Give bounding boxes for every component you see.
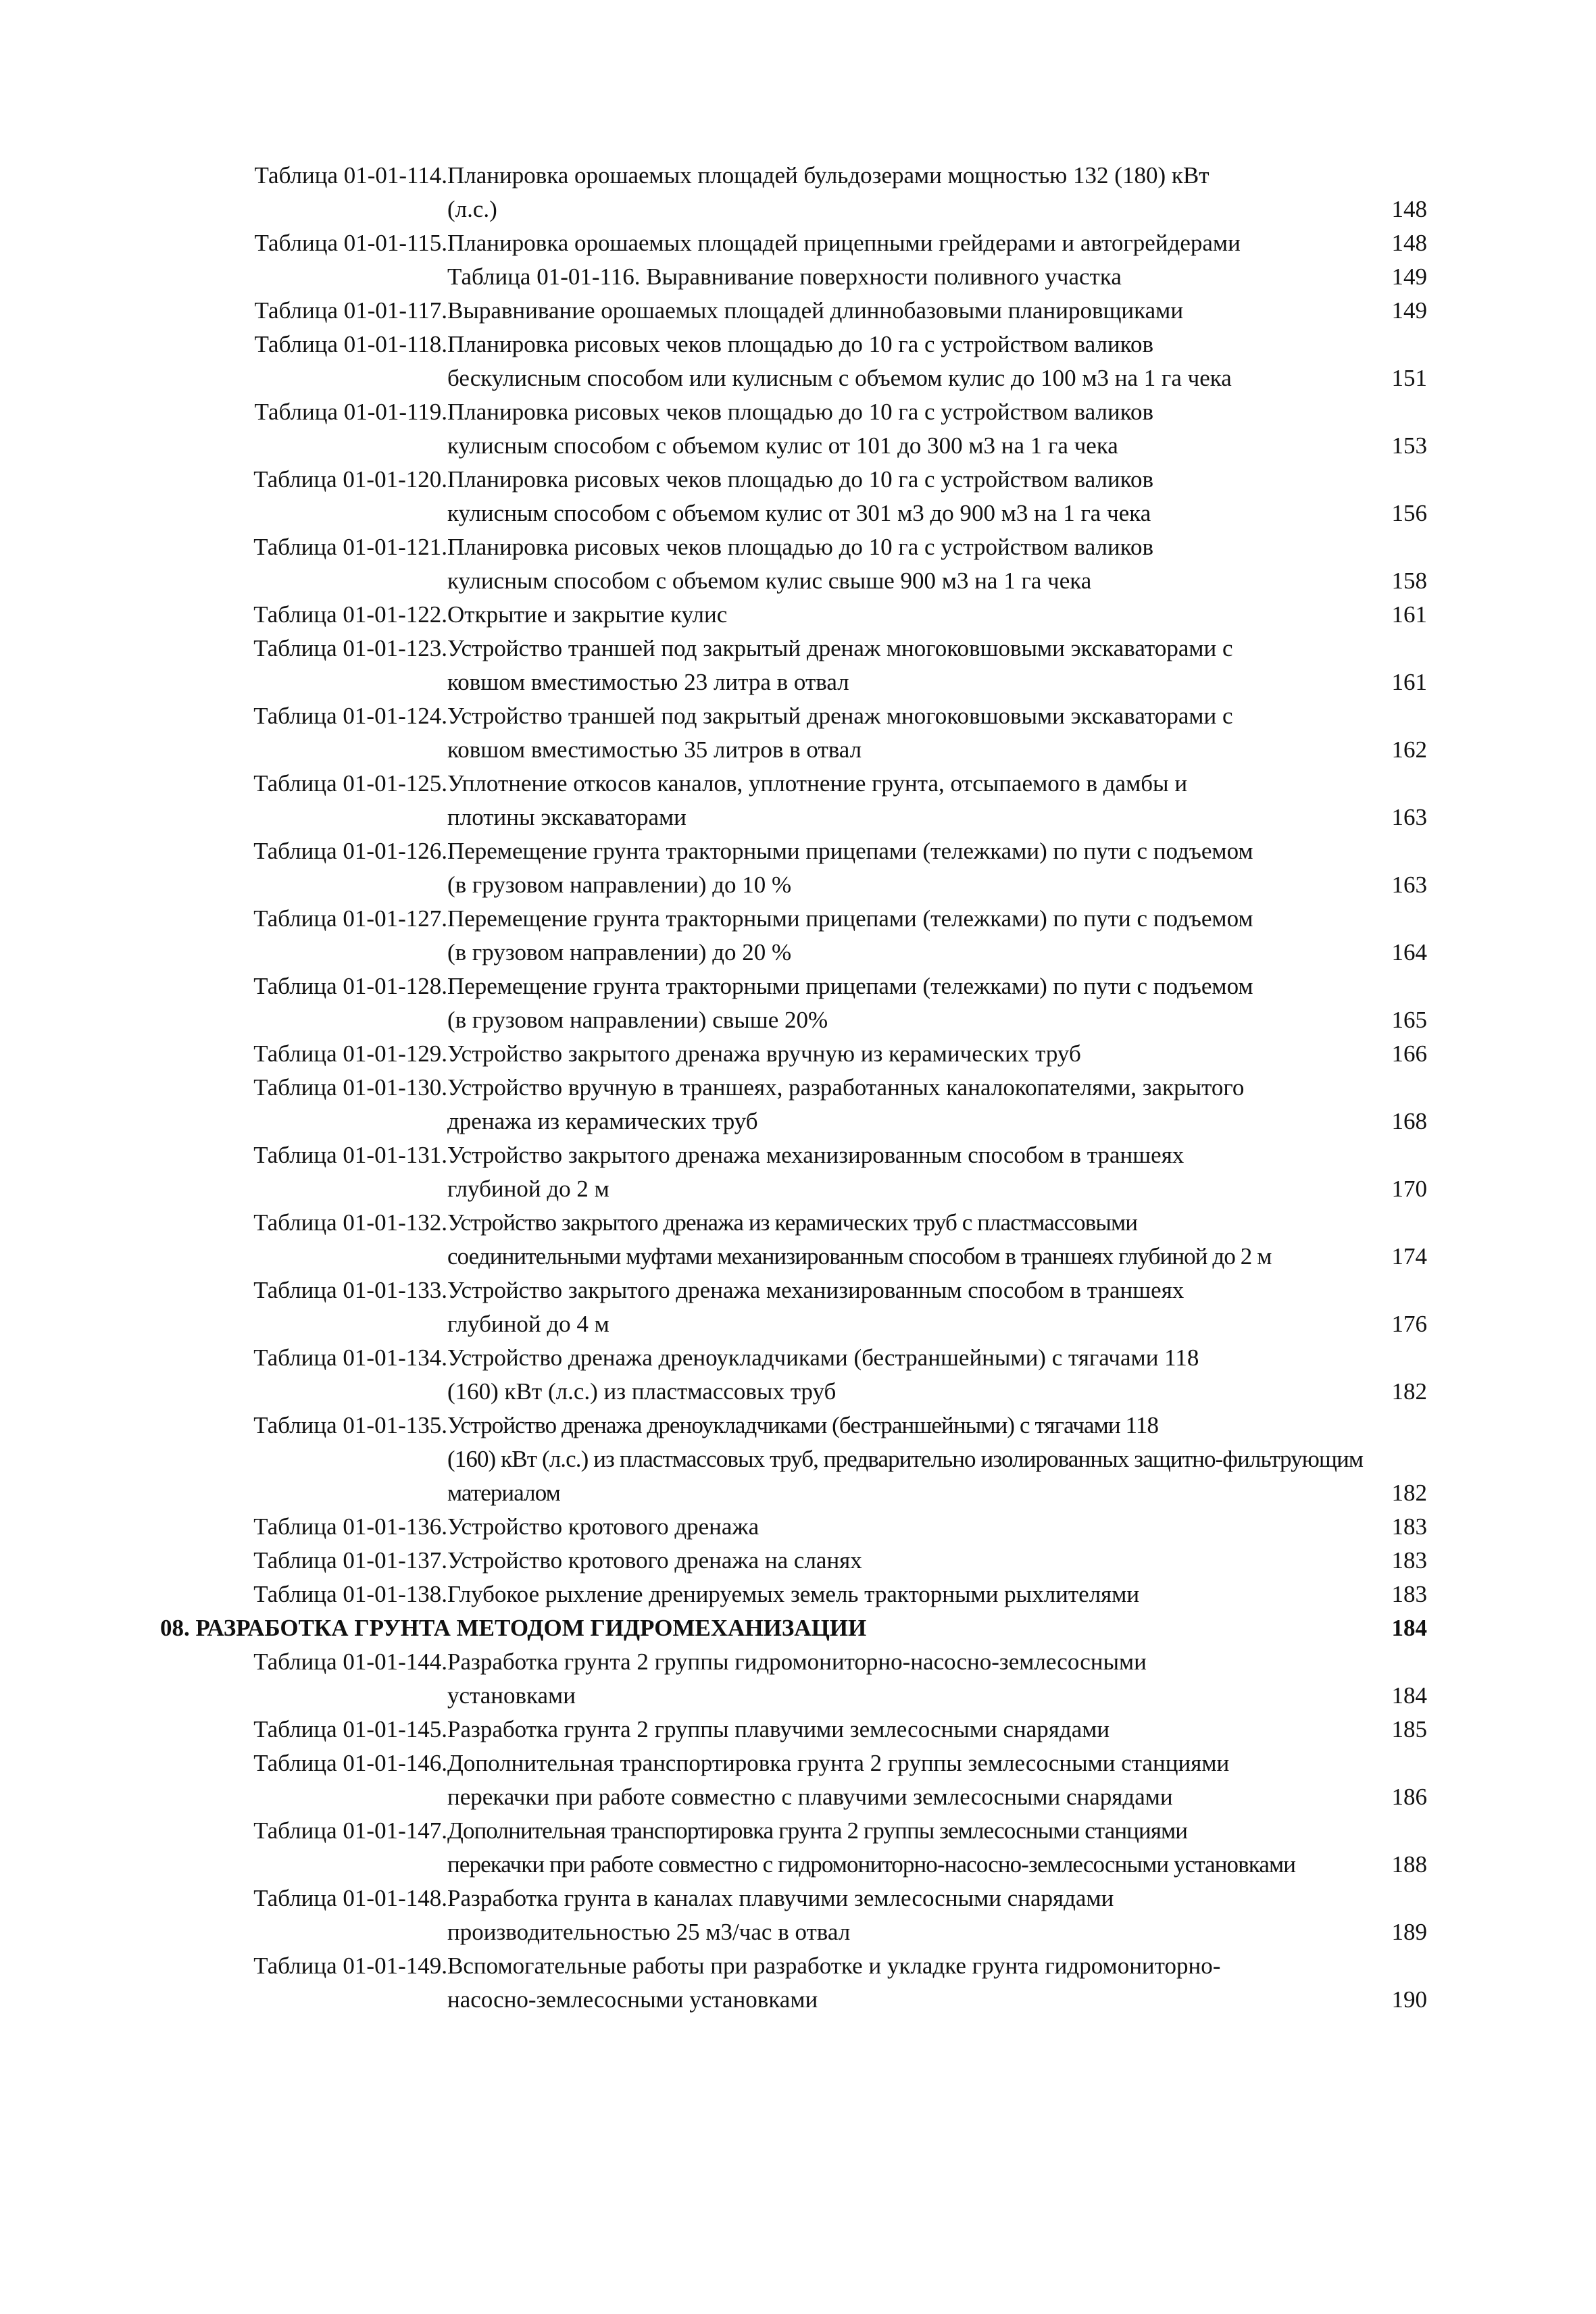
table-of-contents [0, 159, 1596, 2017]
toc-entry-title: Планировка рисовых чеков площадью до 10 га с устройством валиков бескулисным способом или кулисным с объемом кулис до 100 м3 на 1 га чека [447, 331, 1232, 391]
toc-entry-label: Таблица 01-01-148. [253, 1885, 447, 1911]
toc-entry[interactable] [0, 1341, 1596, 1409]
toc-entry[interactable] [0, 1510, 1596, 1544]
toc-entry-page: 168 [1391, 1108, 1427, 1134]
section-page: 184 [1391, 1615, 1427, 1641]
toc-entry-page: 148 [1391, 196, 1427, 222]
toc-entry-label: Таблица 01-01-145. [253, 1716, 447, 1742]
toc-entry-title: Устройство траншей под закрытый дренаж многоковшовыми экскаваторами с ковшом вместимостью 35 литров в отвал [447, 703, 1233, 763]
toc-entry[interactable] [0, 294, 1596, 328]
toc-entry[interactable] [0, 902, 1596, 970]
toc-entry[interactable] [0, 1949, 1596, 2017]
toc-entry[interactable] [0, 598, 1596, 632]
toc-entry-page: 182 [1391, 1378, 1427, 1405]
toc-entry[interactable] [0, 834, 1596, 902]
toc-entry-label: Таблица 01-01-119. [254, 399, 447, 425]
toc-entry-page: 166 [1391, 1040, 1427, 1067]
toc-entry-label: Таблица 01-01-123. [253, 635, 447, 661]
toc-entry-title: Устройство закрытого дренажа механизированным способом в траншеях глубиной до 2 м [447, 1142, 1184, 1202]
toc-entry-title: Перемещение грунта тракторными прицепами (тележками) по пути с подъемом (в грузовом направлении) до 10 % [447, 838, 1253, 898]
toc-entry-title: Разработка грунта 2 группы гидромониторно-насосно-землесосными установками [447, 1649, 1147, 1709]
toc-entry-page: 183 [1391, 1547, 1427, 1574]
toc-entry-label: Таблица 01-01-134. [253, 1344, 447, 1371]
toc-entry-label: Таблица 01-01-144. [253, 1649, 447, 1675]
toc-entry-label: Таблица 01-01-129. [253, 1040, 447, 1067]
toc-entry-label: Таблица 01-01-118. [254, 331, 447, 357]
toc-entry-title: Устройство закрытого дренажа из керамических труб с пластмассовыми соединительными муфтами механизированным способом в траншеях глубиной до 2 м [447, 1209, 1272, 1269]
toc-entry-title: Открытие и закрытие кулис [447, 601, 728, 628]
toc-entry[interactable] [0, 1274, 1596, 1341]
section-title: 08. РАЗРАБОТКА ГРУНТА МЕТОДОМ ГИДРОМЕХАНИЗАЦИИ [160, 1615, 867, 1641]
toc-entry-label: Таблица 01-01-138. [253, 1581, 447, 1607]
toc-entry[interactable] [0, 260, 1596, 294]
toc-entry-title: Разработка грунта 2 группы плавучими землесосными снарядами [447, 1716, 1110, 1742]
toc-entry-title: Устройство траншей под закрытый дренаж многоковшовыми экскаваторами с ковшом вместимостью 23 литра в отвал [447, 635, 1233, 695]
toc-entry-label: Таблица 01-01-135. [253, 1412, 447, 1438]
toc-entry-label: Таблица 01-01-149. [253, 1953, 447, 1979]
toc-entry-title: Дополнительная транспортировка грунта 2 группы землесосными станциями перекачки при работе совместно с плавучими землесосными снарядами [447, 1750, 1230, 1810]
toc-entry-label: Таблица 01-01-130. [253, 1074, 447, 1101]
toc-entry-page: 176 [1391, 1311, 1427, 1337]
toc-entry[interactable] [0, 530, 1596, 598]
toc-entry-title: Планировка орошаемых площадей прицепными грейдерами и автогрейдерами [447, 230, 1241, 256]
toc-entry-label: Таблица 01-01-131. [253, 1142, 447, 1168]
toc-entry-title: Планировка рисовых чеков площадью до 10 га с устройством валиков кулисным способом с объемом кулис от 301 м3 до 900 м3 на 1 га чека [447, 466, 1153, 526]
toc-entry-title: Устройство вручную в траншеях, разработанных каналокопателями, закрытого дренажа из керамических труб [447, 1074, 1245, 1134]
toc-entry-page: 163 [1391, 804, 1427, 830]
toc-entry[interactable] [0, 1037, 1596, 1071]
toc-entry-page: 161 [1391, 601, 1427, 628]
toc-entry[interactable] [0, 767, 1596, 834]
toc-entry-title: Вспомогательные работы при разработке и укладке грунта гидромониторно- насосно-землесосными установками [447, 1953, 1221, 2013]
toc-entry[interactable] [0, 1645, 1596, 1713]
toc-entry-page: 188 [1391, 1851, 1427, 1878]
toc-entry-title: Глубокое рыхление дренируемых земель тракторными рыхлителями [447, 1581, 1140, 1607]
toc-entry-title: Таблица 01-01-116. Выравнивание поверхности поливного участка [447, 263, 1122, 290]
toc-entry[interactable] [0, 1138, 1596, 1206]
toc-entry-label: Таблица 01-01-120. [253, 466, 447, 493]
toc-entry-title: Перемещение грунта тракторными прицепами (тележками) по пути с подъемом (в грузовом направлении) свыше 20% [447, 973, 1253, 1033]
toc-entry-page: 165 [1391, 1007, 1427, 1033]
toc-entry-label: Таблица 01-01-137. [253, 1547, 447, 1574]
toc-entry-title: Планировка орошаемых площадей бульдозерами мощностью 132 (180) кВт (л.с.) [447, 162, 1210, 222]
toc-entry-page: 190 [1391, 1986, 1427, 2013]
toc-entry-page: 163 [1391, 872, 1427, 898]
toc-entry-page: 170 [1391, 1176, 1427, 1202]
toc-entry-page: 185 [1391, 1716, 1427, 1742]
toc-entry-page: 149 [1391, 297, 1427, 324]
toc-entry-page: 158 [1391, 568, 1427, 594]
toc-entry[interactable] [0, 1206, 1596, 1274]
toc-entry[interactable] [0, 1882, 1596, 1949]
toc-entry-title: Устройство закрытого дренажа вручную из керамических труб [447, 1040, 1081, 1067]
toc-entry-label: Таблица 01-01-121. [253, 534, 447, 560]
toc-entry[interactable] [0, 159, 1596, 226]
toc-entry-page: 189 [1391, 1919, 1427, 1945]
toc-entry-label: Таблица 01-01-114. [254, 162, 447, 188]
toc-entry[interactable] [0, 1814, 1596, 1882]
toc-entry-title: Устройство кротового дренажа на сланях [447, 1547, 862, 1574]
toc-entry-page: 151 [1391, 365, 1427, 391]
toc-entry-page: 162 [1391, 736, 1427, 763]
toc-entry-page: 164 [1391, 939, 1427, 965]
toc-entry-label: Таблица 01-01-115. [254, 230, 447, 256]
toc-entry-label: Таблица 01-01-127. [253, 905, 447, 932]
toc-entry-page: 184 [1391, 1682, 1427, 1709]
toc-entry-title: Уплотнение откосов каналов, уплотнение грунта, отсыпаемого в дамбы и плотины экскаваторами [447, 770, 1188, 830]
toc-entry[interactable] [0, 1071, 1596, 1138]
toc-entry-label: Таблица 01-01-147. [253, 1817, 447, 1844]
toc-entry-page: 186 [1391, 1784, 1427, 1810]
toc-entry-label: Таблица 01-01-125. [253, 770, 447, 797]
toc-entry-page: 153 [1391, 432, 1427, 459]
toc-entry-title: Планировка рисовых чеков площадью до 10 га с устройством валиков кулисным способом с объемом кулис свыше 900 м3 на 1 га чека [447, 534, 1153, 594]
toc-entry[interactable] [0, 632, 1596, 699]
toc-entry-page: 149 [1391, 263, 1427, 290]
toc-entry-title: Устройство закрытого дренажа механизированным способом в траншеях глубиной до 4 м [447, 1277, 1184, 1337]
toc-entry-title: Устройство дренажа дреноукладчиками (бестраншейными) с тягачами 118 (160) кВт (л.с.) из пластмассовых труб [447, 1344, 1199, 1405]
toc-entry-title: Выравнивание орошаемых площадей длиннобазовыми планировщиками [447, 297, 1184, 324]
toc-entry[interactable] [0, 970, 1596, 1037]
toc-entry-page: 174 [1391, 1243, 1427, 1269]
toc-entry[interactable] [0, 1746, 1596, 1814]
toc-entry-label: Таблица 01-01-132. [253, 1209, 447, 1236]
toc-entry[interactable] [0, 328, 1596, 395]
toc-entry[interactable] [0, 1544, 1596, 1578]
toc-entry[interactable] [0, 226, 1596, 260]
toc-entry-title: Разработка грунта в каналах плавучими землесосными снарядами производительностью 25 м3/час в отвал [447, 1885, 1114, 1945]
toc-entry[interactable] [0, 1578, 1596, 1611]
toc-entry-label: Таблица 01-01-126. [253, 838, 447, 864]
toc-entry-page: 148 [1391, 230, 1427, 256]
toc-entry-page: 183 [1391, 1513, 1427, 1540]
toc-entry-label: Таблица 01-01-146. [253, 1750, 447, 1776]
toc-entry-label: Таблица 01-01-117. [254, 297, 447, 324]
toc-entry[interactable] [0, 395, 1596, 463]
toc-entry-page: 182 [1391, 1480, 1427, 1506]
toc-entry-page: 161 [1391, 669, 1427, 695]
section-heading[interactable] [0, 1611, 1596, 1645]
toc-entry-label: Таблица 01-01-124. [253, 703, 447, 729]
toc-entry[interactable] [0, 1713, 1596, 1746]
toc-entry[interactable] [0, 699, 1596, 767]
toc-entry[interactable] [0, 1409, 1596, 1510]
toc-entry-title: Дополнительная транспортировка грунта 2 группы землесосными станциями перекачки при работе совместно с гидромониторно-насосно-землесосными установками [447, 1817, 1296, 1878]
toc-entry-label: Таблица 01-01-122. [253, 601, 447, 628]
toc-entry-title: Устройство дренажа дреноукладчиками (бестраншейными) с тягачами 118 (160) кВт (л.с.) из пластмассовых труб, предварительно изолированных защитно-фильтрующим материалом [447, 1412, 1364, 1506]
toc-entry-page: 183 [1391, 1581, 1427, 1607]
toc-entry-page: 156 [1391, 500, 1427, 526]
toc-entry-title: Перемещение грунта тракторными прицепами (тележками) по пути с подъемом (в грузовом направлении) до 20 % [447, 905, 1253, 965]
toc-entry-label: Таблица 01-01-128. [253, 973, 447, 999]
toc-entry[interactable] [0, 463, 1596, 530]
toc-entry-title: Устройство кротового дренажа [447, 1513, 759, 1540]
toc-entry-label: Таблица 01-01-136. [253, 1513, 447, 1540]
toc-entry-label: Таблица 01-01-133. [253, 1277, 447, 1303]
toc-entry-title: Планировка рисовых чеков площадью до 10 га с устройством валиков кулисным способом с объемом кулис от 101 до 300 м3 на 1 га чека [447, 399, 1153, 459]
